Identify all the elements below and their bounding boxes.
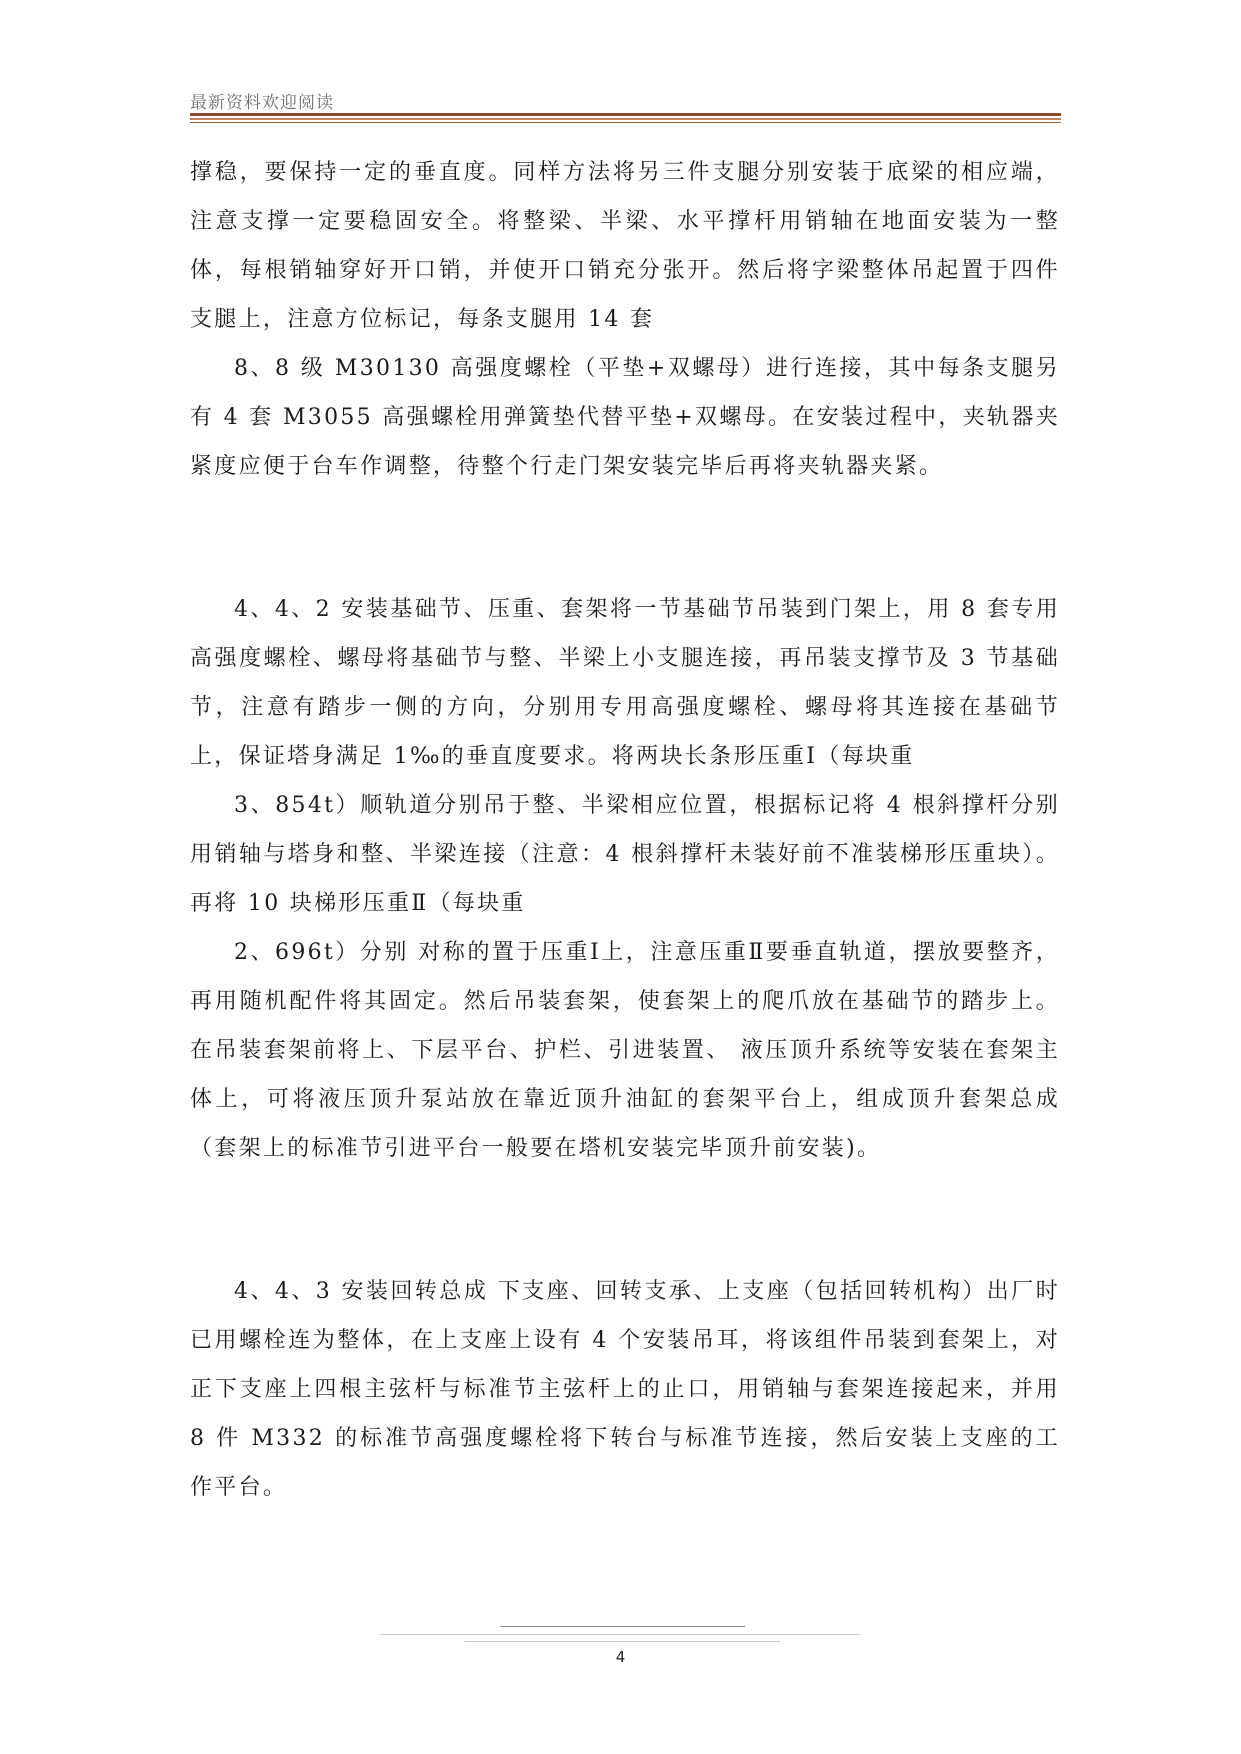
footer-rule — [465, 1641, 780, 1642]
paragraph-4: 3、854t）顺轨道分别吊于整、半梁相应位置，根据标记将 4 根斜撑杆分别用销轴与塔身和整、半梁连接（注意：4 根斜撑杆未装好前不准装梯形压重块）。再将 10 块梯形压重Ⅱ（每块重 — [190, 793, 1060, 916]
paragraph-2: 8、8 级 M30130 高强度螺栓（平垫+双螺母）进行连接，其中每条支腿另有 4 套 M3055 高强螺栓用弹簧垫代替平垫+双螺母。在安装过程中，夹轨器夹紧度应便于台车作调整，待整个行走门架安装完毕后再将夹轨器夹紧。 — [190, 356, 1060, 479]
paragraph-spacer — [190, 1173, 1060, 1267]
paragraph-5: 2、696t）分别 对称的置于压重Ⅰ上，注意压重Ⅱ要垂直轨道，摆放要整齐，再用随机配件将其固定。然后吊装套架，使套架上的爬爪放在基础节的踏步上。在吊装套架前将上、下层平台、护栏、引进装置、 液压顶升系统等安装在套架主体上，可将液压顶升泵站放在靠近顶升油缸的套架平台上，组成顶升套架总成（套架上的标准节引进平台一般要在塔机安装完毕顶升前安装)。 — [190, 940, 1060, 1161]
paragraph-1: 撑稳，要保持一定的垂直度。同样方法将另三件支腿分别安装于底梁的相应端，注意支撑一定要稳固安全。将整梁、半梁、水平撑杆用销轴在地面安装为一整体，每根销轴穿好开口销，并使开口销充分张开。然后将字梁整体吊起置于四件支腿上，注意方位标记，每条支腿用 14 套 — [190, 160, 1060, 332]
paragraph-spacer — [190, 491, 1060, 585]
page-number: 4 — [615, 1648, 626, 1666]
paragraph-3: 4、4、2 安装基础节、压重、套架将一节基础节吊装到门架上，用 8 套专用高强度螺栓、螺母将基础节与整、半梁上小支腿连接，再吊装支撑节及 3 节基础节，注意有踏步一侧的方向，分别用专用高强度螺栓、螺母将其连接在基础节上，保证塔身满足 1‰的垂直度要求。将两块长条形压重Ⅰ（每块重 — [190, 597, 1060, 769]
header-rule-bottom — [190, 122, 1061, 123]
document-body — [190, 148, 1060, 1512]
page-header: 最新资料欢迎阅读 — [190, 93, 334, 113]
paragraph-6: 4、4、3 安装回转总成 下支座、回转支承、上支座（包括回转机构）出厂时已用螺栓连为整体，在上支座上设有 4 个安装吊耳，将该组件吊装到套架上，对正下支座上四根主弦杆与标准节主弦杆上的止口，用销轴与套架连接起来，并用 8 件 M332 的标准节高强度螺栓将下转台与标准节连接，然后安装上支座的工作平台。 — [190, 1279, 1060, 1500]
header-rule-top — [190, 113, 1061, 116]
footer-rule — [500, 1626, 745, 1627]
header-rule-middle — [190, 118, 1061, 120]
footer-rule — [380, 1634, 860, 1635]
